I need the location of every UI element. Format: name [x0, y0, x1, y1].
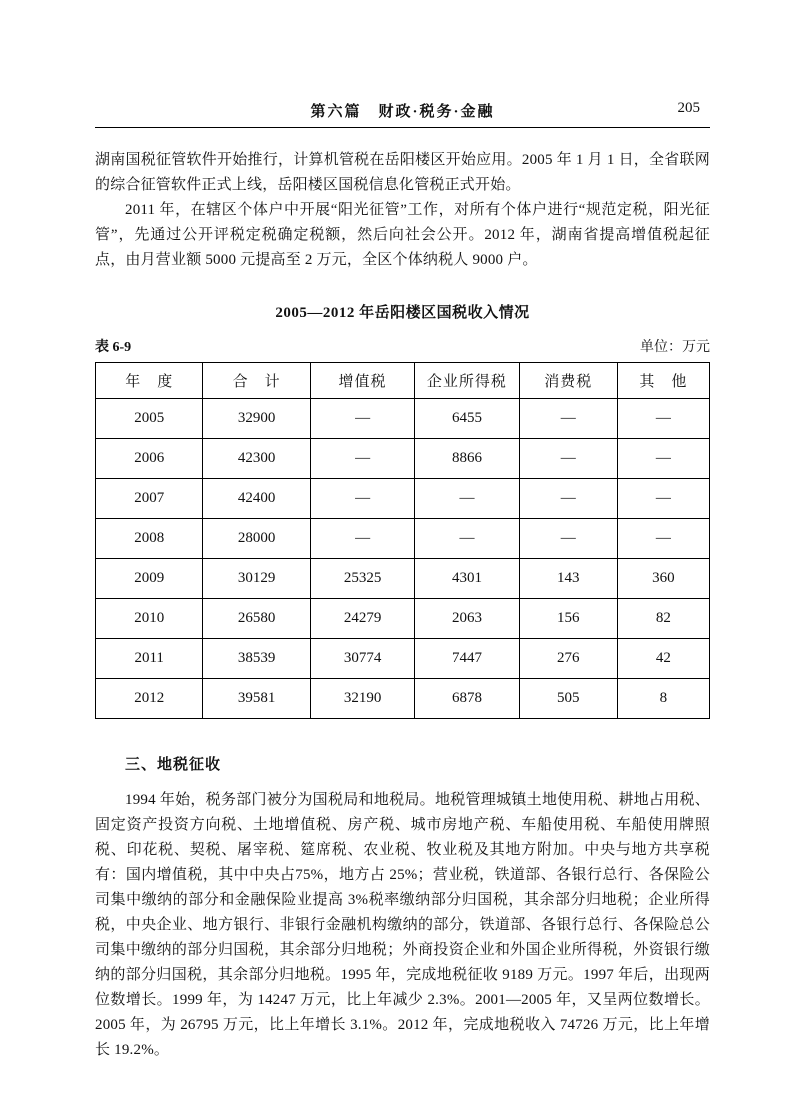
table-cell: 26580 [203, 599, 310, 639]
table-cell: 42300 [203, 439, 310, 479]
table-cell: 6878 [415, 679, 519, 719]
table-row [96, 599, 710, 639]
table-unit: 单位：万元 [640, 340, 710, 355]
table-header-cell: 合 计 [203, 363, 310, 399]
table-cell: 2009 [96, 559, 203, 599]
table-cell: 38539 [203, 639, 310, 679]
table-cell: 30129 [203, 559, 310, 599]
table-cell: 143 [519, 559, 617, 599]
section-heading-local-tax: 三、地税征收 [125, 757, 222, 773]
table-cell: — [617, 399, 709, 439]
table-cell: 2010 [96, 599, 203, 639]
table-cell: 8 [617, 679, 709, 719]
table-row [96, 399, 710, 439]
table-row [96, 439, 710, 479]
table-cell: 276 [519, 639, 617, 679]
table-row [96, 479, 710, 519]
table-cell: — [519, 399, 617, 439]
table-cell: 360 [617, 559, 709, 599]
table-cell: 42400 [203, 479, 310, 519]
table-cell: — [519, 439, 617, 479]
table-row [96, 639, 710, 679]
table-row [96, 559, 710, 599]
table-cell: — [310, 479, 414, 519]
table-title: 2005—2012 年岳阳楼区国税收入情况 [275, 305, 530, 321]
table-cell: 2006 [96, 439, 203, 479]
table-cell: 156 [519, 599, 617, 639]
table-cell: 8866 [415, 439, 519, 479]
table-cell: 2007 [96, 479, 203, 519]
table-header-cell: 其 他 [617, 363, 709, 399]
table-cell: 505 [519, 679, 617, 719]
paragraph-national-tax-software: 湖南国税征管软件开始推行，计算机管税在岳阳楼区开始应用。2005 年 1 月 1 日，全省联网的综合征管软件正式上线，岳阳楼区国税信息化管税正式开始。 [95, 152, 710, 193]
table-cell: — [617, 439, 709, 479]
table-row [96, 679, 710, 719]
table-body [96, 399, 710, 719]
table-header-cell: 消费税 [519, 363, 617, 399]
paragraph-sunshine-collection: 2011 年，在辖区个体户中开展“阳光征管”工作，对所有个体户进行“规范定税，阳光征管”，先通过公开评税定税确定税额，然后向社会公开。2012 年，湖南省提高增值税起征点，由月营业额 5000 元提高至 2 万元，全区个体纳税人 9000 户。 [95, 202, 710, 268]
national-tax-revenue-table [95, 362, 710, 719]
table-header-cell: 增值税 [310, 363, 414, 399]
table-cell: 25325 [310, 559, 414, 599]
table-label: 表 6-9 [95, 340, 132, 355]
table-header-cell: 企业所得税 [415, 363, 519, 399]
table-cell: — [310, 439, 414, 479]
table-cell: 82 [617, 599, 709, 639]
table-meta [95, 336, 710, 356]
table-cell: — [519, 479, 617, 519]
table-cell: — [617, 519, 709, 559]
table-cell: — [415, 479, 519, 519]
page-header [95, 100, 710, 120]
table-cell: 30774 [310, 639, 414, 679]
header-rule [95, 127, 710, 128]
table-cell: — [415, 519, 519, 559]
table-cell: 2005 [96, 399, 203, 439]
table-cell: 2012 [96, 679, 203, 719]
table-cell: 2063 [415, 599, 519, 639]
table-cell: 28000 [203, 519, 310, 559]
running-header-title: 第六篇 财政·税务·金融 [310, 104, 495, 120]
page-number: 205 [677, 100, 700, 116]
table-header-cell: 年 度 [96, 363, 203, 399]
table-cell: 2011 [96, 639, 203, 679]
table-cell: 6455 [415, 399, 519, 439]
table-cell: 7447 [415, 639, 519, 679]
table-header-row [96, 363, 710, 399]
table-row [96, 519, 710, 559]
table-cell: 39581 [203, 679, 310, 719]
table-cell: 42 [617, 639, 709, 679]
section-body-local-tax: 1994 年始，税务部门被分为国税局和地税局。地税管理城镇土地使用税、耕地占用税、固定资产投资方向税、土地增值税、房产税、城市房地产税、车船使用税、车船使用牌照税、印花税、契税、屠宰税、筵席税、农业税、牧业税及其地方附加。中央与地方共享税有：国内增值税，其中中央占75%，地方占 25%；营业税，铁道部、各银行总行、各保险公司集中缴纳的部分和金融保险业提高 3%税率缴纳部分归国税，其余部分归地税；企业所得税，中央企业、地方银行、非银行金融机构缴纳的部分，铁道部、各银行总行、各保险总公司集中缴纳的部分归国税，其余部分归地税；外商投资企业和外国企业所得税，外资银行缴纳的部分归国税，其余部分归地税。1995 年，完成地税征收 9189 万元。1997 年后，出现两位数增长。1999 年，为 14247 万元，比上年减少 2.3%。2001—2005 年，又呈两位数增长。2005 年，为 26795 万元，比上年增长 3.1%。2012 年，完成地税收入 74726 万元，比上年增长 19.2%。 [95, 792, 710, 1058]
table-cell: — [310, 399, 414, 439]
table-cell: 32900 [203, 399, 310, 439]
table-cell: — [519, 519, 617, 559]
table-cell: 32190 [310, 679, 414, 719]
table-cell: — [310, 519, 414, 559]
table-cell: — [617, 479, 709, 519]
table-cell: 24279 [310, 599, 414, 639]
table-cell: 2008 [96, 519, 203, 559]
table-cell: 4301 [415, 559, 519, 599]
